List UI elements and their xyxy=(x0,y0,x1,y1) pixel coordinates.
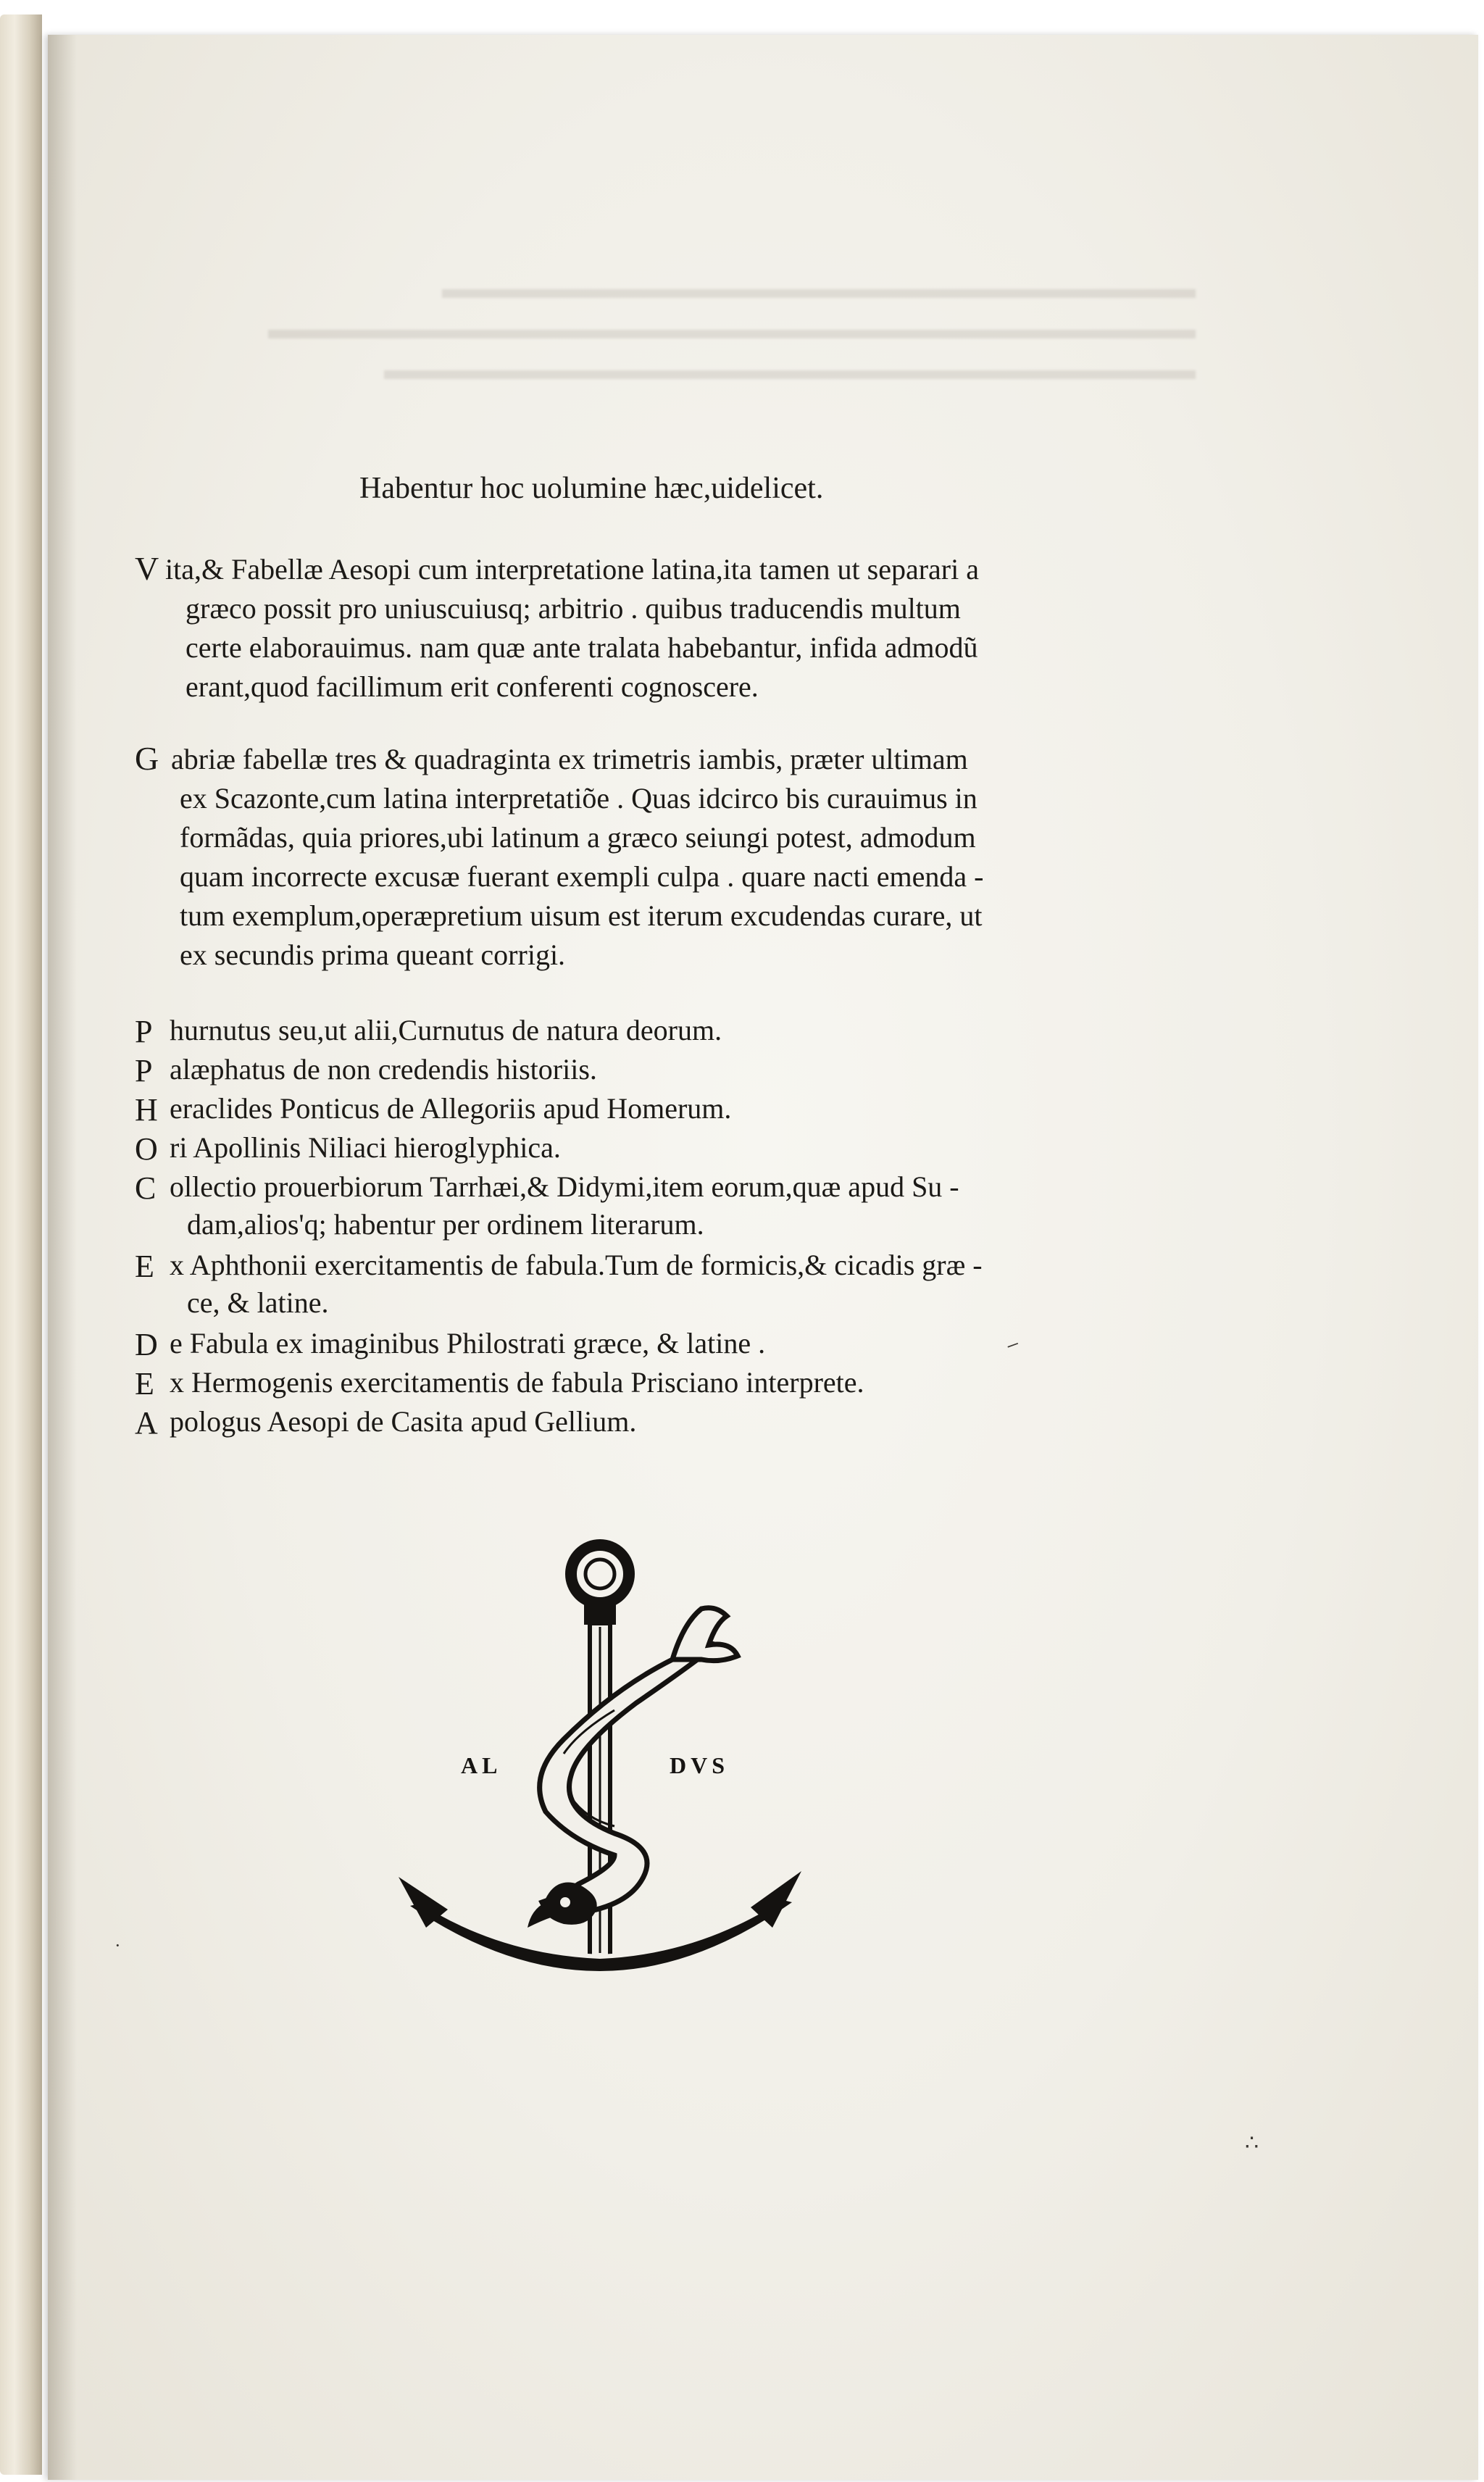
paragraph-line: tum exemplum,operæpretium uisum est iterum excudendas curare, ut xyxy=(180,899,983,932)
list-item-initial: E xyxy=(135,1366,154,1402)
stray-ink-mark: ⁻ xyxy=(1002,1333,1027,1367)
list-item-initial: P xyxy=(135,1014,153,1049)
list-item-text: hurnutus seu,ut alii,Curnutus de natura deorum. xyxy=(170,1014,722,1046)
list-item-initial: P xyxy=(135,1053,153,1088)
paragraph-line: ita,& Fabellæ Aesopi cum interpretatione latina,ita tamen ut separari a xyxy=(165,553,979,586)
list-item-text: alæphatus de non credendis historiis. xyxy=(170,1053,597,1086)
list-item-text: ri Apollinis Niliaci hieroglyphica. xyxy=(170,1131,561,1164)
list-item-initial: H xyxy=(135,1092,158,1128)
paragraph-line: certe elaborauimus. nam quæ ante tralata habebantur, infida admodũ xyxy=(186,631,978,664)
paragraph-initial: G xyxy=(135,740,159,777)
paragraph-line: ex Scazonte,cum latina interpretatiõe . Quas idcirco bis curauimus in xyxy=(180,782,977,815)
paragraph-initial: V xyxy=(135,550,159,587)
list-item-continuation: dam,alios'q; habentur per ordinem literarum. xyxy=(187,1208,704,1241)
list-item-initial: D xyxy=(135,1327,158,1362)
stray-ink-mark: · xyxy=(114,1935,121,1956)
list-item-text: x Hermogenis exercitamentis de fabula Prisciano interprete. xyxy=(170,1366,864,1399)
paragraph-line: ex secundis prima queant corrigi. xyxy=(180,938,566,971)
list-item-initial: C xyxy=(135,1170,157,1206)
anchor-dolphin-device xyxy=(397,1536,803,2000)
list-item-initial: E xyxy=(135,1249,154,1284)
adjacent-page-edge xyxy=(0,14,42,2475)
paragraph-line: græco possit pro uniuscuiusq; arbitrio . quibus traducendis multum xyxy=(186,592,961,625)
stray-ink-mark: ∴ xyxy=(1245,2131,1259,2155)
printer-device-left-text: AL xyxy=(461,1752,502,1778)
list-item-initial: O xyxy=(135,1131,158,1167)
show-through-texture: ▬▬▬▬▬▬▬▬▬▬▬▬▬▬▬▬▬▬▬▬▬▬▬▬▬▬ ▬▬▬▬▬▬▬▬▬▬▬▬▬▬▬▬▬▬▬▬▬▬▬▬▬▬▬▬▬▬▬▬ ▬▬▬▬▬▬▬▬▬▬▬▬▬▬▬▬▬▬▬▬▬▬▬▬▬▬▬▬ xyxy=(268,272,1196,386)
list-item-text: pologus Aesopi de Casita apud Gellium. xyxy=(170,1405,637,1438)
paragraph-line: erant,quod facillimum erit conferenti cognoscere. xyxy=(186,670,759,703)
paragraph-line: quam incorrecte excusæ fuerant exempli culpa . quare nacti emenda - xyxy=(180,860,984,893)
list-item-initial: A xyxy=(135,1405,158,1441)
paragraph-line: abriæ fabellæ tres & quadraginta ex trimetris iambis, præter ultimam xyxy=(171,743,968,775)
list-item-text: e Fabula ex imaginibus Philostrati græce, & latine . xyxy=(170,1327,766,1359)
page-gutter-shadow xyxy=(48,35,77,2480)
list-item-text: x Aphthonii exercitamentis de fabula.Tum de formicis,& cicadis græ - xyxy=(170,1249,983,1281)
list-item-text: eraclides Ponticus de Allegoriis apud Homerum. xyxy=(170,1092,732,1125)
page-heading: Habentur hoc uolumine hæc,uidelicet. xyxy=(359,472,824,505)
printer-device-right-text: DVS xyxy=(670,1752,730,1778)
list-item-continuation: ce, & latine. xyxy=(187,1286,329,1319)
list-item-text: ollectio prouerbiorum Tarrhæi,& Didymi,item eorum,quæ apud Su - xyxy=(170,1170,959,1203)
paragraph-line: formãdas, quia priores,ubi latinum a græco seiungi potest, admodum xyxy=(180,821,976,854)
